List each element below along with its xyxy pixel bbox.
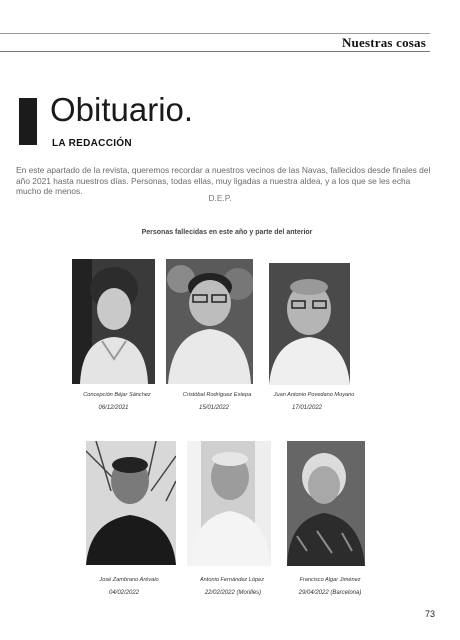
- portrait-photo: [187, 441, 271, 566]
- person-name: Francisco Algar Jiménez: [299, 577, 361, 583]
- article-title: Obituario.: [50, 91, 194, 128]
- person-date: 17/01/2022: [291, 405, 323, 411]
- dep-text: D.E.P.: [208, 193, 232, 203]
- portrait-photo: [86, 441, 176, 565]
- person-date: 04/02/2022: [108, 590, 140, 596]
- person-name: Juan Antonio Povedano Moyano: [273, 392, 355, 398]
- portrait-photo: [269, 263, 350, 385]
- person-name: Cristóbal Rodríguez Estepa: [182, 392, 252, 398]
- page-number: 73: [425, 609, 436, 619]
- portrait-photo: [166, 259, 253, 384]
- header-bottom-rule: [0, 51, 430, 52]
- person-name: Antonio Fernández López: [199, 577, 265, 583]
- section-title: Nuestras cosas: [341, 35, 426, 50]
- article-author: LA REDACCIÓN: [52, 138, 132, 149]
- person-date: 15/01/2022: [198, 405, 230, 411]
- person-date: 22/02/2022 (Morilles): [204, 590, 262, 596]
- portrait-photo: [287, 441, 365, 566]
- photos-caption: Personas fallecidas en este año y parte del anterior: [141, 229, 313, 236]
- person-name: Concepción Béjar Sánchez: [83, 392, 151, 398]
- person-date: 29/04/2022 (Barcelona): [298, 590, 362, 596]
- portrait-photo: [72, 259, 155, 384]
- article-intro: En este apartado de la revista, queremos recordar a nuestros vecinos de las Navas, fallecidos desde finales del año 2021 hasta nuestros días. Personas, todas ellas, muy ligadas a nuestra aldea, y a los que se les echa mucho de menos.: [16, 165, 431, 196]
- person-date: 06/12/2021: [98, 405, 129, 411]
- header-top-rule: [0, 33, 430, 34]
- person-name: José Zambrano Arévalo: [99, 577, 159, 583]
- title-accent-block: [19, 98, 37, 145]
